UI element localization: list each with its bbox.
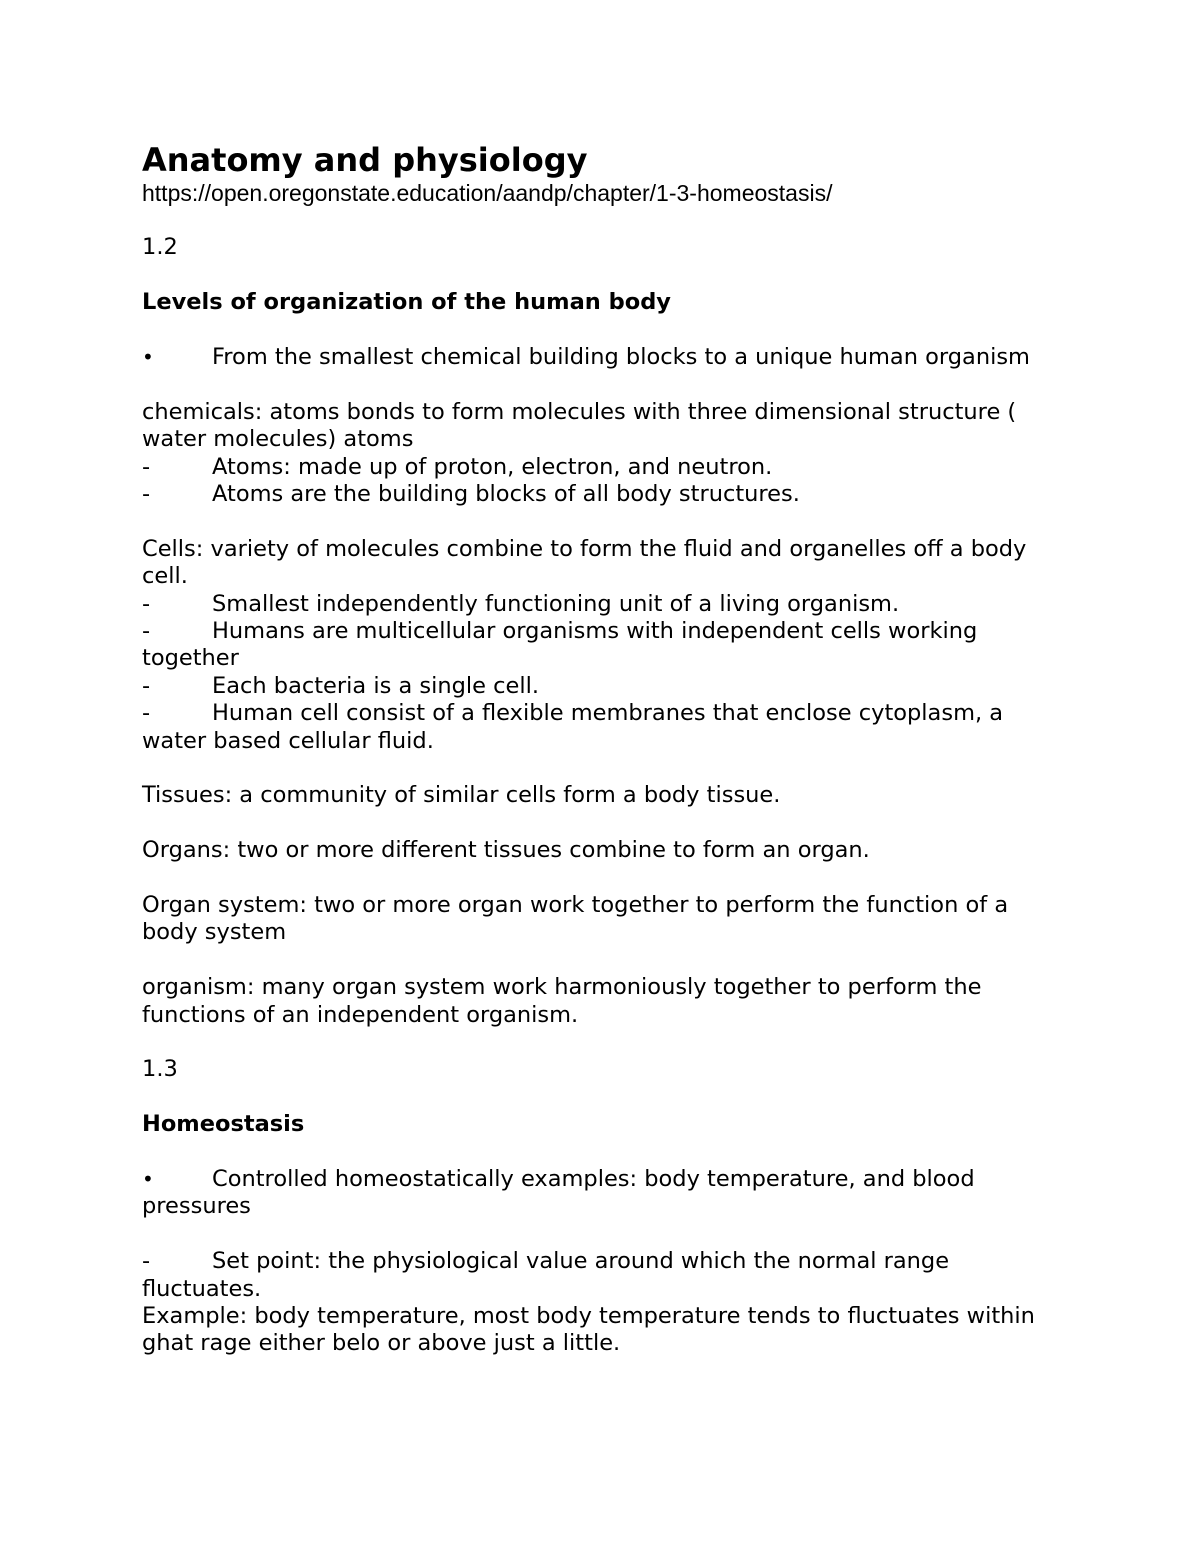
- dash-item: [142, 1248, 1062, 1303]
- organs-paragraph: Organs: two or more different tissues combine to form an organ.: [142, 837, 870, 864]
- dash-marker: -: [142, 700, 151, 727]
- example-paragraph: Example: body temperature, most body temperature tends to fluctuates within ghat rage either belo or above just a little.: [142, 1303, 1035, 1357]
- dash-marker: -: [142, 481, 151, 507]
- dash-text: Atoms are the building blocks of all body structures.: [212, 481, 800, 507]
- dash-text: Set point: the physiological value around which the normal range fluctuates.: [142, 1248, 950, 1302]
- dash-item: [142, 591, 1062, 618]
- organ-system-paragraph: Organ system: two or more organ work together to perform the function of a body system: [142, 892, 1009, 946]
- section-heading-levels-of-organization: Levels of organization of the human body: [142, 289, 671, 316]
- section-number-1-2: 1.2: [142, 234, 178, 261]
- dash-item: [142, 618, 1062, 673]
- dash-marker: -: [142, 672, 151, 699]
- section-heading-homeostasis: Homeostasis: [142, 1111, 305, 1138]
- dash-item: [142, 700, 1062, 755]
- bullet-item: [142, 1166, 1062, 1221]
- document-title: Anatomy and physiology: [142, 141, 588, 179]
- bullet-text: From the smallest chemical building blocks to a unique human organism: [212, 343, 1030, 370]
- source-url: https://open.oregonstate.education/aandp/chapter/1-3-homeostasis/: [142, 180, 833, 206]
- dash-item: [142, 673, 1062, 700]
- dash-marker: -: [142, 590, 151, 617]
- bullet-item: [142, 344, 1062, 371]
- chemicals-paragraph: chemicals: atoms bonds to form molecules with three dimensional structure ( water molecules) atoms: [142, 398, 1017, 453]
- tissues-paragraph: Tissues: a community of similar cells form a body tissue.: [142, 782, 781, 809]
- dash-text: Humans are multicellular organisms with independent cells working together: [142, 618, 978, 672]
- dash-marker: -: [142, 453, 151, 480]
- organism-paragraph: organism: many organ system work harmoniously together to perform the functions of an independent organism.: [142, 974, 982, 1028]
- dash-text: Each bacteria is a single cell.: [212, 672, 540, 699]
- bullet-text: Controlled homeostatically examples: body temperature, and blood pressures: [142, 1166, 975, 1220]
- bullet-marker: •: [142, 1167, 154, 1192]
- dash-text: Human cell consist of a flexible membranes that enclose cytoplasm, a water based cellular fluid.: [142, 700, 1004, 754]
- cells-paragraph: Cells: variety of molecules combine to form the fluid and organelles off a body cell.: [142, 535, 1027, 590]
- dash-text: Atoms: made up of proton, electron, and neutron.: [212, 453, 773, 480]
- dash-marker: -: [142, 618, 151, 645]
- dash-text: Smallest independently functioning unit of a living organism.: [212, 590, 900, 617]
- document-page: [142, 140, 1062, 1358]
- bullet-marker: •: [142, 344, 154, 369]
- dash-item: [142, 454, 1062, 481]
- section-number-1-3: 1.3: [142, 1056, 178, 1083]
- dash-item: [142, 481, 1062, 508]
- dash-marker: -: [142, 1248, 151, 1275]
